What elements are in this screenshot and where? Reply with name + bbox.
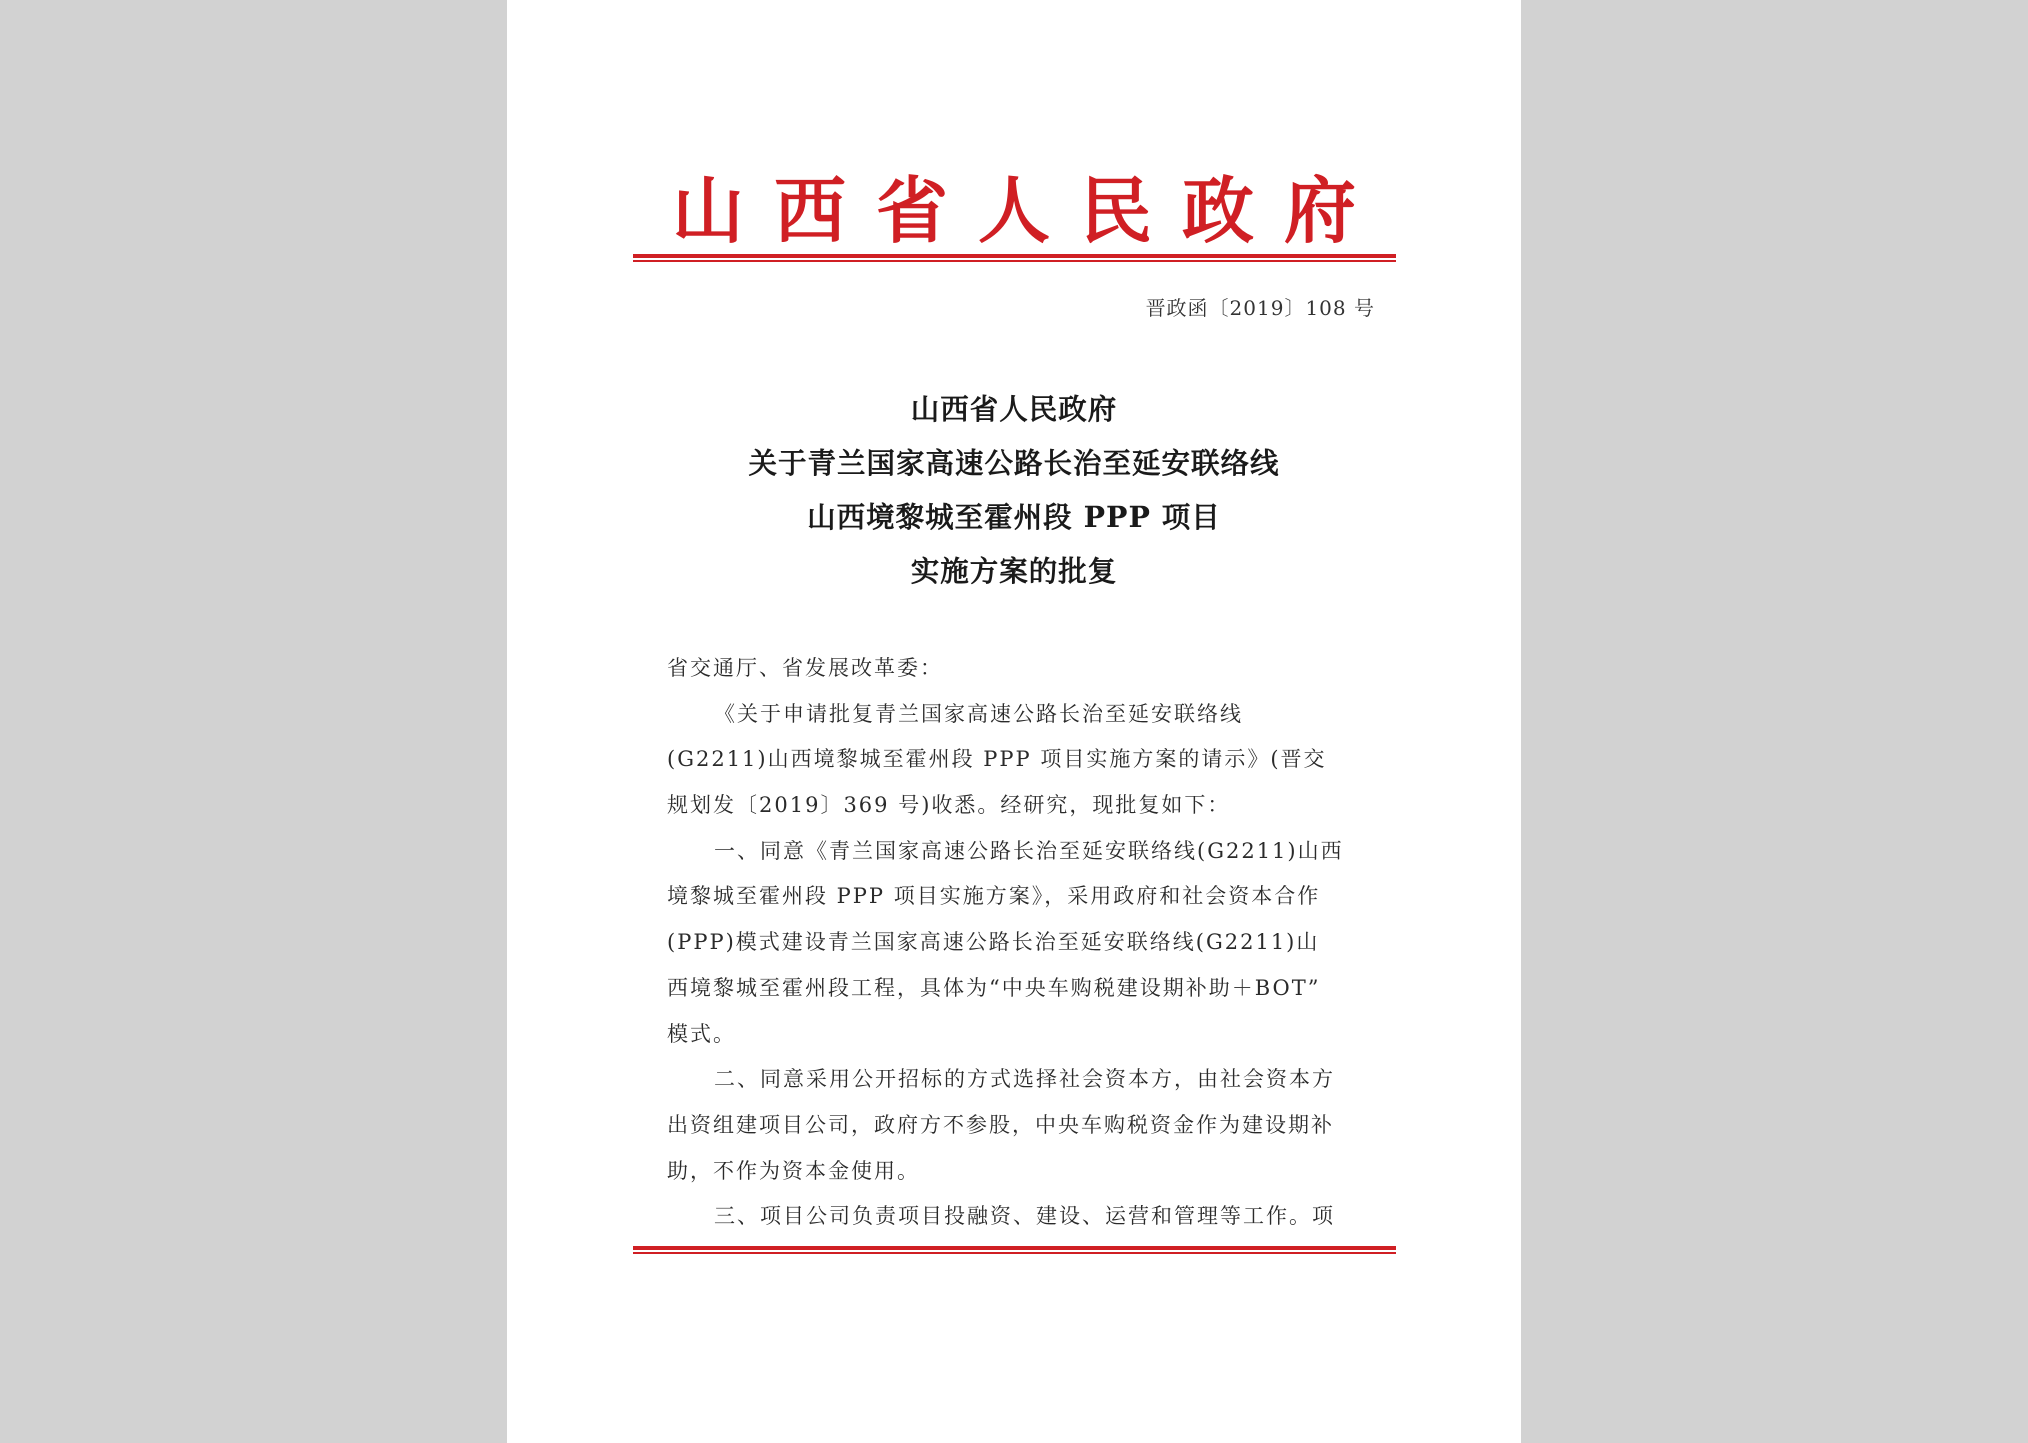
document-number: 晋政函〔2019〕108 号 [1145, 296, 1375, 320]
document-page [507, 0, 1521, 1443]
title-line: 山西境黎城至霍州段 PPP 项目 [807, 500, 1221, 534]
document-title [507, 382, 1521, 598]
body-line: 模式。 [667, 1021, 736, 1046]
body-line: 规划发〔2019〕369 号)收悉。经研究，现批复如下： [667, 793, 1231, 818]
body-line: 助，不作为资本金使用。 [667, 1158, 920, 1183]
body-line: 三、项目公司负责项目投融资、建设、运营和管理等工作。项 [714, 1204, 1335, 1229]
issuer-title: 山西省人民政府 [671, 168, 1386, 253]
body-line: (PPP)模式建设青兰国家高速公路长治至延安联络线(G2211)山 [667, 930, 1320, 955]
footer-red-rule-thin [633, 1252, 1396, 1254]
title-line: 山西省人民政府 [910, 392, 1118, 426]
body-line: 境黎城至霍州段 PPP 项目实施方案》，采用政府和社会资本合作 [667, 884, 1321, 909]
footer-red-rule-thick [633, 1246, 1396, 1250]
addressee-line: 省交通厅、省发展改革委： [667, 656, 943, 680]
body-line: 《关于申请批复青兰国家高速公路长治至延安联络线 [714, 701, 1243, 726]
title-line: 关于青兰国家高速公路长治至延安联络线 [748, 446, 1280, 480]
body-line: 西境黎城至霍州段工程，具体为“中央车购税建设期补助＋BOT” [667, 975, 1321, 1000]
body-line: 二、同意采用公开招标的方式选择社会资本方，由社会资本方 [714, 1067, 1335, 1092]
header-red-rule-thick [633, 254, 1396, 258]
header-red-rule-thin [633, 260, 1396, 262]
body-line: 一、同意《青兰国家高速公路长治至延安联络线(G2211)山西 [714, 838, 1344, 863]
document-body [667, 646, 1367, 1240]
body-line: 出资组建项目公司，政府方不参股，中央车购税资金作为建设期补 [667, 1112, 1334, 1137]
body-line: (G2211)山西境黎城至霍州段 PPP 项目实施方案的请示》(晋交 [667, 747, 1327, 772]
title-line: 实施方案的批复 [910, 554, 1118, 588]
